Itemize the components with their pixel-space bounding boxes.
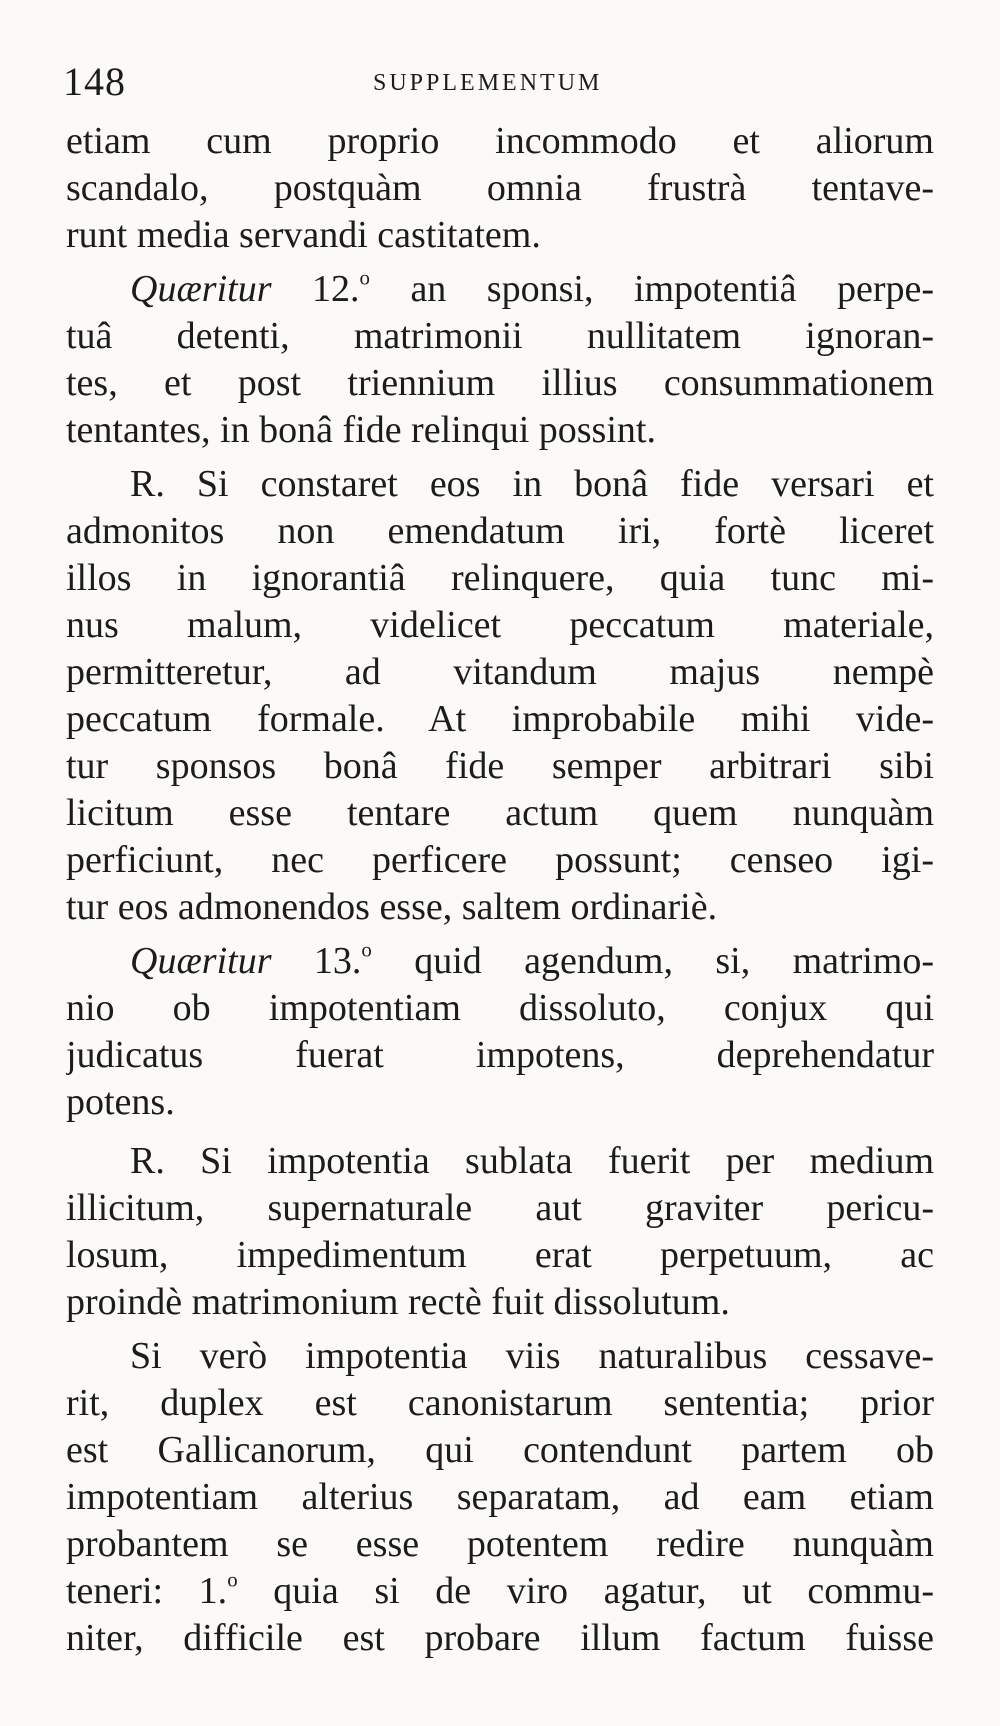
line-text: rit, duplex est canonistarum sententia; prior [66, 1382, 934, 1424]
text-line [66, 743, 934, 790]
question-number: 12. [271, 268, 360, 310]
line-text: permitteretur, ad vitandum majus nempè [66, 651, 934, 693]
text-line [66, 1032, 934, 1079]
page-number: 148 [63, 59, 126, 104]
text-line [66, 884, 934, 931]
text-line [66, 313, 934, 360]
text-line [66, 1474, 934, 1521]
line-text: Si verò impotentia viis naturalibus cessave- [130, 1335, 934, 1377]
text-body [66, 118, 934, 1662]
text-line [66, 1615, 934, 1662]
text-line [66, 118, 934, 165]
text-line [66, 1185, 934, 1232]
text-line [66, 985, 934, 1032]
text-line [66, 266, 934, 313]
line-text: est Gallicanorum, qui contendunt partem ob [66, 1429, 934, 1471]
line-text: probantem se esse potentem redire nunquàm [66, 1523, 934, 1565]
line-text: quid agendum, si, matrimo- [371, 940, 934, 982]
text-line [66, 508, 934, 555]
line-text: licitum esse tentare actum quem nunquàm [66, 792, 934, 834]
text-line [66, 360, 934, 407]
text-line [66, 938, 934, 985]
text-line [66, 212, 934, 259]
line-text: tentantes, in bonâ fide relinqui possint. [66, 409, 656, 451]
text-line [66, 602, 934, 649]
text-line [66, 555, 934, 602]
text-line [66, 1279, 934, 1326]
text-line [66, 407, 934, 454]
line-text: proindè matrimonium rectè fuit dissolutum. [66, 1281, 730, 1323]
text-line [66, 1568, 934, 1615]
line-text: judicatus fuerat impotens, deprehendatur [66, 1034, 934, 1076]
text-line [66, 1079, 934, 1126]
text-line [66, 649, 934, 696]
text-line [66, 1138, 934, 1185]
text-line [66, 1232, 934, 1279]
running-head: SUPPLEMENTUM [373, 70, 603, 96]
text-line [66, 696, 934, 743]
line-text: quia si de viro agatur, ut commu- [237, 1570, 934, 1612]
text-line [66, 837, 934, 884]
line-text: nio ob impotentiam dissoluto, conjux qui [66, 987, 934, 1029]
line-text: etiam cum proprio incommodo et aliorum [66, 120, 934, 162]
page-header [63, 58, 933, 106]
text-line [66, 1521, 934, 1568]
line-text: tuâ detenti, matrimonii nullitatem ignoran- [66, 315, 934, 357]
line-text: tur eos admonendos esse, saltem ordinariè. [66, 886, 718, 928]
text-line [66, 1427, 934, 1474]
line-text: teneri: 1. [66, 1570, 228, 1612]
line-text: R. Si constaret eos in bonâ fide versari et [130, 463, 934, 505]
line-text: potens. [66, 1081, 175, 1123]
ordinal-superscript: o [361, 938, 372, 962]
text-line [66, 790, 934, 837]
line-text: losum, impedimentum erat perpetuum, ac [66, 1234, 934, 1276]
question-number: 13. [271, 940, 362, 982]
line-text: admonitos non emendatum iri, fortè liceret [66, 510, 934, 552]
quaeritur-label: Quæritur [130, 940, 272, 982]
line-text: runt media servandi castitatem. [66, 214, 541, 256]
line-text: an sponsi, impotentiâ perpe- [369, 268, 934, 310]
text-line [66, 1380, 934, 1427]
line-text: perficiunt, nec perficere possunt; censeo igi- [66, 839, 934, 881]
line-text: R. Si impotentia sublata fuerit per medium [130, 1140, 934, 1182]
line-text: tes, et post triennium illius consummationem [66, 362, 934, 404]
line-text: tur sponsos bonâ fide semper arbitrari sibi [66, 745, 934, 787]
line-text: impotentiam alterius separatam, ad eam etiam [66, 1476, 934, 1518]
text-line [66, 165, 934, 212]
ordinal-superscript: o [227, 1568, 238, 1592]
text-line [66, 461, 934, 508]
line-text: peccatum formale. At improbabile mihi vide- [66, 698, 934, 740]
line-text: nus malum, videlicet peccatum materiale, [66, 604, 934, 646]
line-text: illicitum, supernaturale aut graviter pericu- [66, 1187, 934, 1229]
text-line [66, 1333, 934, 1380]
line-text: scandalo, postquàm omnia frustrà tentave- [66, 167, 934, 209]
line-text: illos in ignorantiâ relinquere, quia tunc mi- [66, 557, 934, 599]
ordinal-superscript: o [359, 266, 370, 290]
quaeritur-label: Quæritur [130, 268, 272, 310]
line-text: niter, difficile est probare illum factum fuisse [66, 1617, 934, 1659]
